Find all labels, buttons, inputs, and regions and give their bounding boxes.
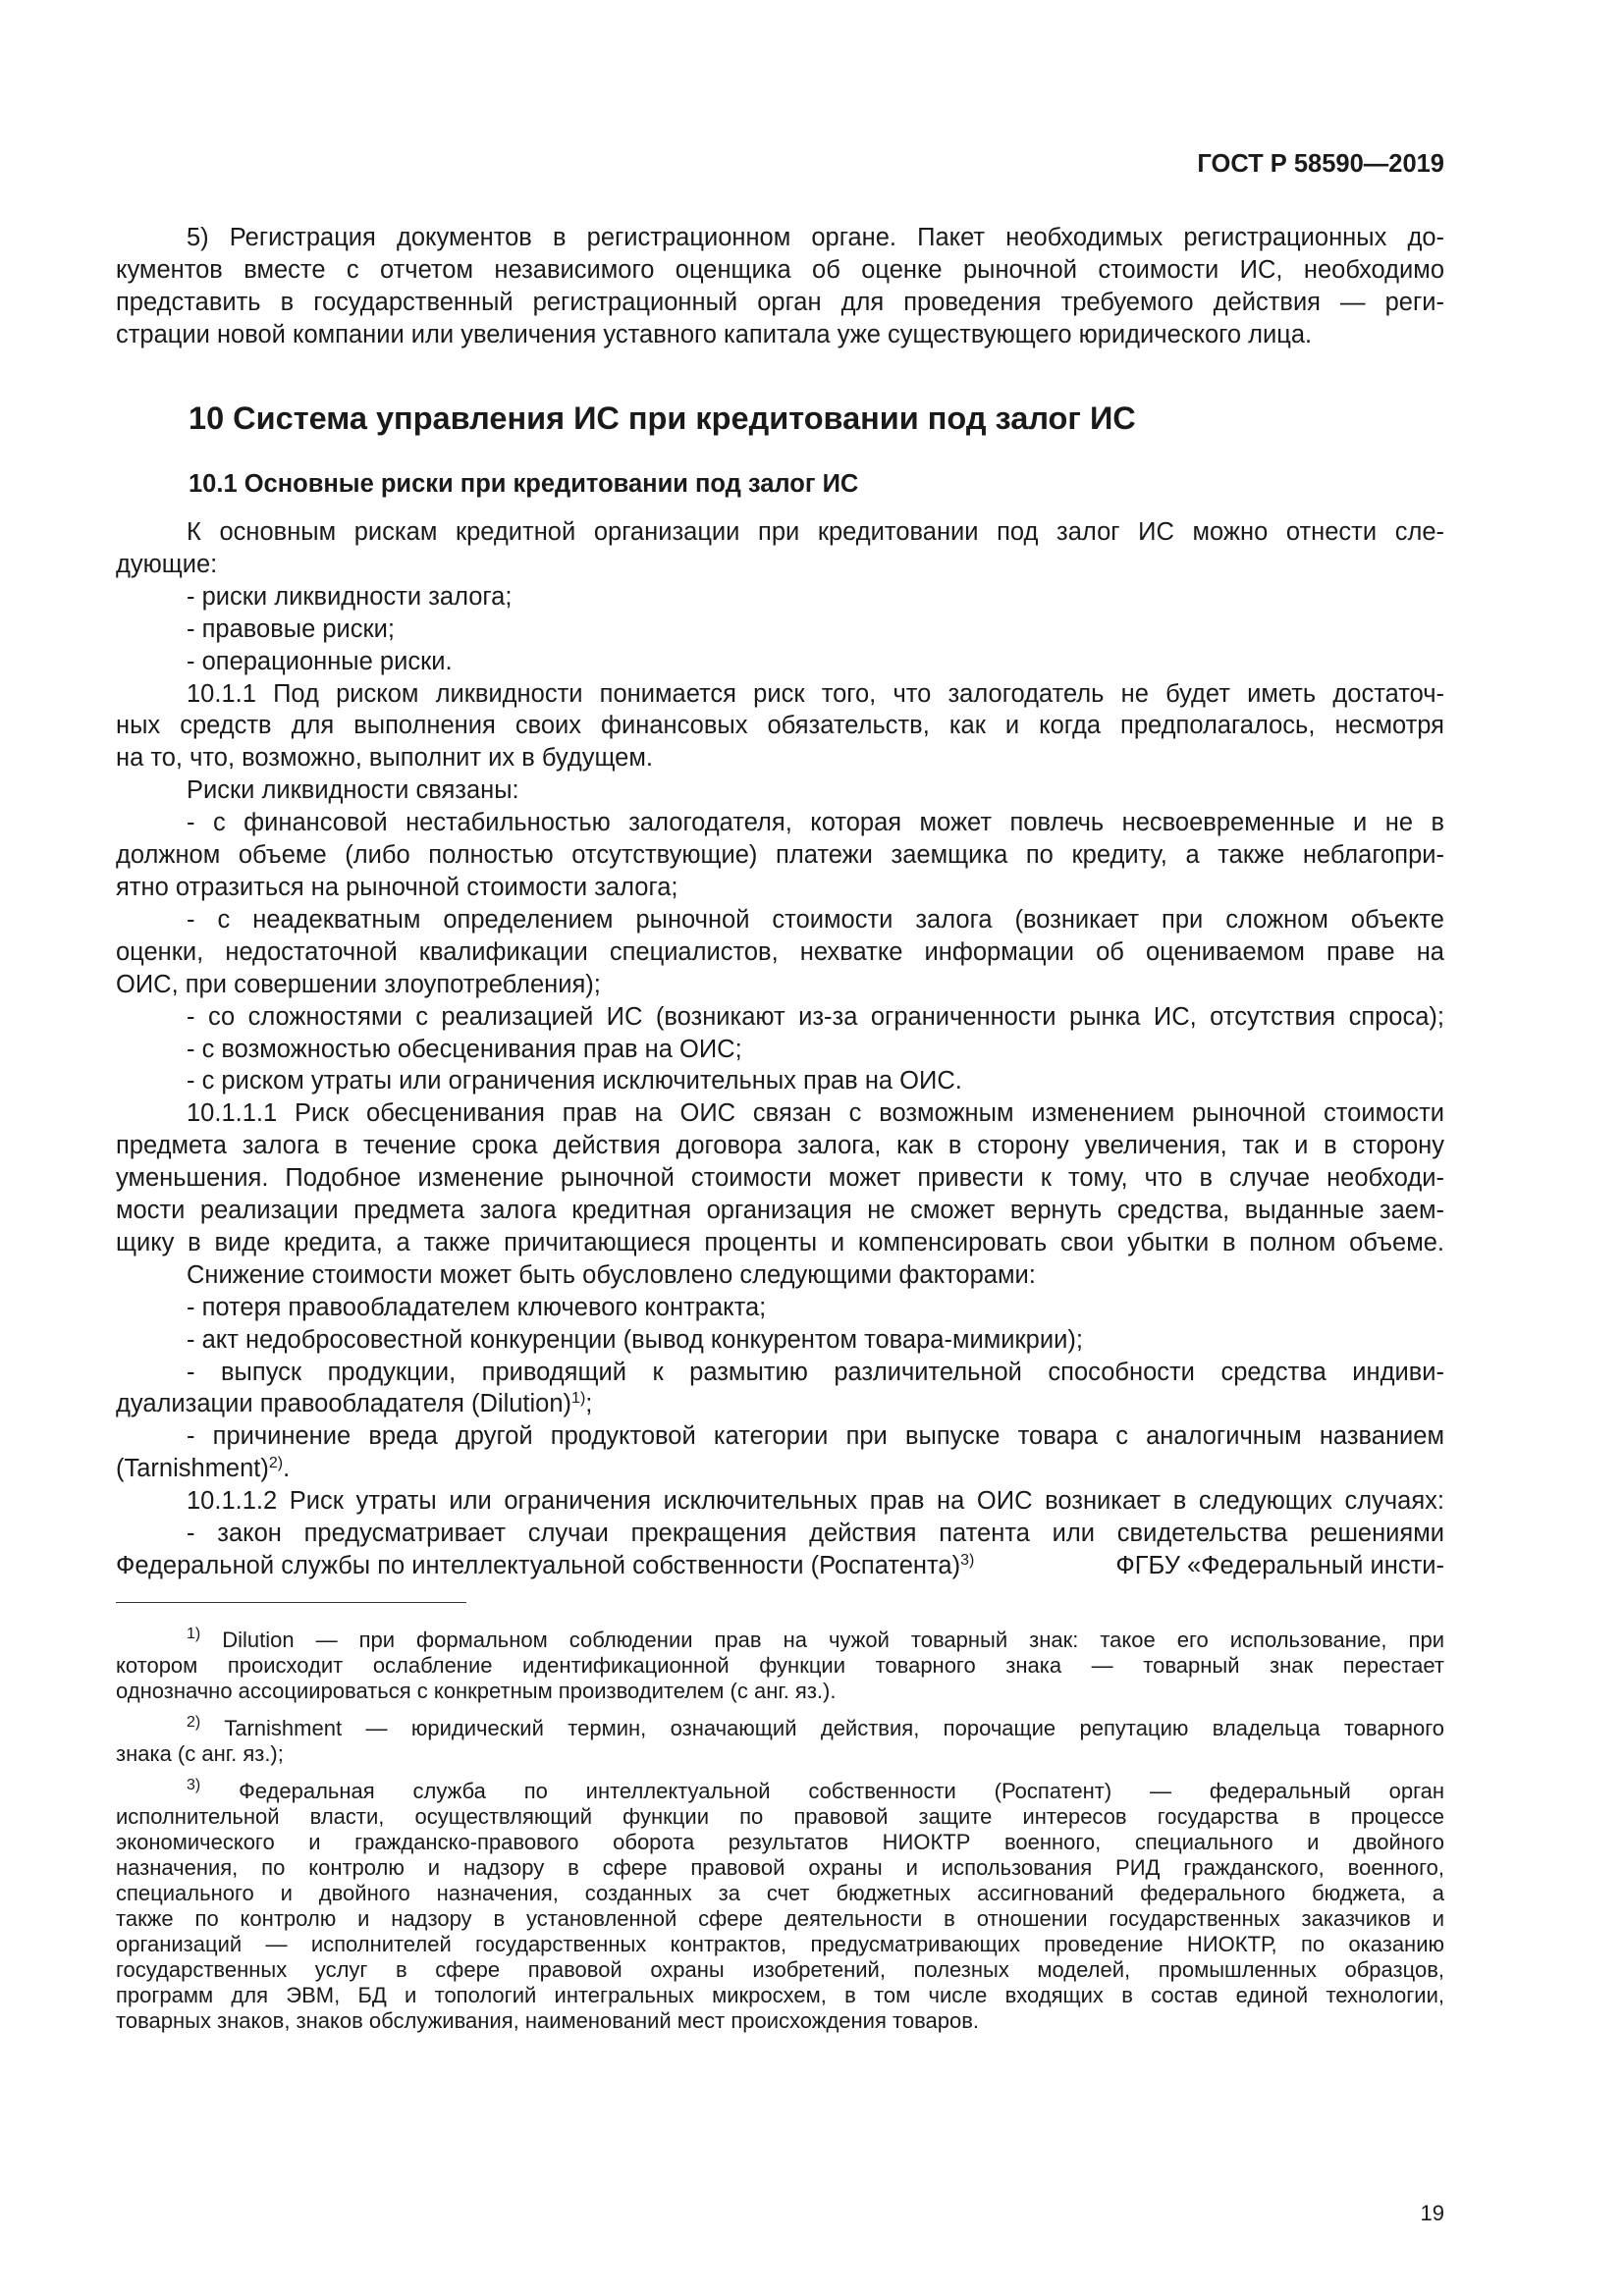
body-line-text: дуализации правообладателя (Dilution) — [116, 1390, 572, 1418]
footnote-3 — [116, 1779, 1444, 2034]
footnote-line: однозначно ассоциироваться с конкретным производителем (с анг. яз.). — [116, 1679, 837, 1703]
body-line: оценки, недостаточной квалификации специалистов, нехватке информации об оцениваемом праве на — [116, 937, 1444, 966]
body-line: дующие: — [116, 550, 218, 578]
footnote-ref-3: 3) — [960, 1552, 975, 1569]
intro-line: кументов вместе с отчетом независимого оценщика об оценке рыночной стоимости ИС, необходимо — [116, 256, 1444, 284]
body-line: Снижение стоимости может быть обусловлено следующими факторами: — [187, 1260, 1036, 1289]
body-line: на то, что, возможно, выполнит их в будущем. — [116, 744, 653, 773]
section-heading: 10 Система управления ИС при кредитовании под залог ИС — [189, 400, 1136, 436]
footnote-ref-2: 2) — [268, 1455, 284, 1472]
body-line-with-footnote — [116, 1388, 1444, 1420]
footnote-line: назначения, по контролю и надзору в сфере правовой охраны и использования РИД гражданского, военного, — [116, 1855, 1444, 1880]
footnote-line — [116, 1628, 1444, 1653]
body-line: ных средств для выполнения своих финансовых обязательств, как и когда предполагалось, несмотря — [116, 712, 1444, 740]
footnote-mark: 3) — [187, 1777, 201, 1793]
body-line-text-wrap — [116, 1550, 974, 1582]
body-line: - акт недобросовестной конкуренции (вывод конкурентом товара-мимикрии); — [187, 1325, 1083, 1354]
body-line: 10.1.1 Под риском ликвидности понимается риск того, что залогодатель не будет иметь достаточ- — [187, 679, 1444, 708]
body-line-with-footnote — [116, 1550, 1444, 1582]
body-line: - с возможностью обесценивания прав на ОИС; — [187, 1035, 742, 1063]
intro-line: представить в государственный регистрационный орган для проведения требуемого действия — реги- — [116, 289, 1444, 316]
footnote-mark: 2) — [187, 1714, 201, 1731]
main-body — [116, 516, 1444, 1582]
body-line: щику в виде кредита, а также причитающиеся проценты и компенсировать свои убытки в полном объеме. — [116, 1228, 1444, 1256]
document-header: ГОСТ Р 58590—2019 — [1197, 150, 1444, 178]
footnote-line — [116, 1716, 1444, 1741]
body-line: - причинение вреда другой продуктовой категории при выпуске товара с аналогичным названием — [187, 1422, 1444, 1451]
footnote-text: Dilution — при формальном соблюдении прав на чужой товарный знак: такое его использование, при — [222, 1628, 1444, 1652]
footnote-line: программ для ЭВМ, БД и топологий интегральных микросхем, в том числе входящих в состав единой технологии, — [116, 1983, 1444, 2007]
body-line: 10.1.1.2 Риск утраты или ограничения исключительных прав на ОИС возникает в следующих случаях: — [187, 1487, 1444, 1516]
body-line: - закон предусматривает случаи прекращения действия патента или свидетельства решениями — [187, 1520, 1444, 1548]
punct: . — [283, 1455, 291, 1483]
body-line: - операционные риски. — [187, 647, 453, 675]
body-line: мости реализации предмета залога кредитная организация не сможет вернуть средства, выданные заем- — [116, 1197, 1444, 1225]
body-line: уменьшения. Подобное изменение рыночной стоимости может привести к тому, что в случае необходи- — [116, 1164, 1444, 1193]
body-line: ятно отразиться на рыночной стоимости залога; — [116, 873, 678, 901]
body-line: К основным рискам кредитной организации при кредитовании под залог ИС можно отнести сле- — [187, 518, 1444, 546]
body-line: ОИС, при совершении злоупотребления); — [116, 970, 601, 998]
footnote-line: организаций — исполнителей государственных контрактов, предусматривающих проведение НИОКТР, по оказанию — [116, 1932, 1444, 1956]
footnote-ref-1: 1) — [571, 1390, 586, 1408]
body-line-text: ФГБУ «Федеральный инсти- — [1115, 1552, 1444, 1579]
footnote-mark: 1) — [187, 1626, 201, 1642]
body-line: - со сложностями с реализацией ИС (возникают из-за ограниченности рынка ИС, отсутствия спроса); — [187, 1002, 1444, 1031]
body-line: предмета залога в течение срока действия договора залога, как в сторону увеличения, так и в сторону — [116, 1132, 1444, 1160]
body-line-text: (Tarnishment) — [116, 1455, 269, 1483]
body-line: - правовые риски; — [187, 614, 395, 643]
intro-line: 5) Регистрация документов в регистрационном органе. Пакет необходимых регистрационных до- — [187, 224, 1444, 251]
page-number: 19 — [1420, 2201, 1444, 2225]
footnote-line: товарных знаков, знаков обслуживания, наименований мест происхождения товаров. — [116, 2008, 980, 2033]
body-line-with-footnote — [116, 1453, 1444, 1485]
body-line: - потеря правообладателем ключевого контракта; — [187, 1293, 767, 1321]
footnote-1 — [116, 1628, 1444, 1704]
body-line: - с финансовой нестабильностью залогодателя, которая может повлечь несвоевременные и не в — [187, 809, 1444, 837]
footnote-line: исполнительной власти, осуществляющий функции по правовой защите интересов государства в процессе — [116, 1804, 1444, 1829]
body-line: должном объеме (либо полностью отсутствующие) платежи заемщика по кредиту, а также неблагопри- — [116, 841, 1444, 870]
intro-line: страции новой компании или увеличения уставного капитала уже существующего юридического лица. — [116, 321, 1313, 348]
footnote-2 — [116, 1716, 1444, 1767]
subsection-heading: 10.1 Основные риски при кредитовании под залог ИС — [189, 470, 859, 498]
body-line-text: Федеральной службы по интеллектуальной собственности (Роспатента) — [116, 1552, 961, 1579]
footnote-line: экономического и гражданско-правового оборота результатов НИОКТР военного, специального и двойного — [116, 1830, 1444, 1854]
body-line: - риски ликвидности залога; — [187, 582, 513, 611]
body-line: Риски ликвидности связаны: — [187, 776, 519, 805]
footnote-divider — [116, 1602, 466, 1603]
footnote-line — [116, 1779, 1444, 1804]
punct: ; — [585, 1390, 593, 1418]
footnote-line: специального и двойного назначения, созданных за счет бюджетных ассигнований федерального бюджета, а — [116, 1881, 1444, 1905]
footnote-text: Tarnishment — юридический термин, означающий действия, порочащие репутацию владельца товарного — [224, 1716, 1445, 1740]
body-line: - с риском утраты или ограничения исключительных прав на ОИС. — [187, 1067, 962, 1095]
footnote-line: знака (с анг. яз.); — [116, 1741, 284, 1766]
footnote-line: также по контролю и надзору в установленной сфере деятельности в отношении государственных заказчиков и — [116, 1906, 1444, 1931]
intro-paragraph — [116, 222, 1444, 351]
body-line: 10.1.1.1 Риск обесценивания прав на ОИС связан с возможным изменением рыночной стоимости — [187, 1099, 1444, 1128]
footnote-text: Федеральная служба по интеллектуальной собственности (Роспатент) — федеральный орган — [239, 1779, 1444, 1803]
footnote-line: котором происходит ослабление идентификационной функции товарного знака — товарный знак перестает — [116, 1653, 1444, 1678]
footnote-line: государственных услуг в сфере правовой охраны изобретений, полезных моделей, промышленных образцов, — [116, 1957, 1444, 1982]
body-line: - с неадекватным определением рыночной стоимости залога (возникает при сложном объекте — [187, 905, 1444, 934]
body-line: - выпуск продукции, приводящий к размытию различительной способности средства индиви- — [187, 1358, 1444, 1386]
